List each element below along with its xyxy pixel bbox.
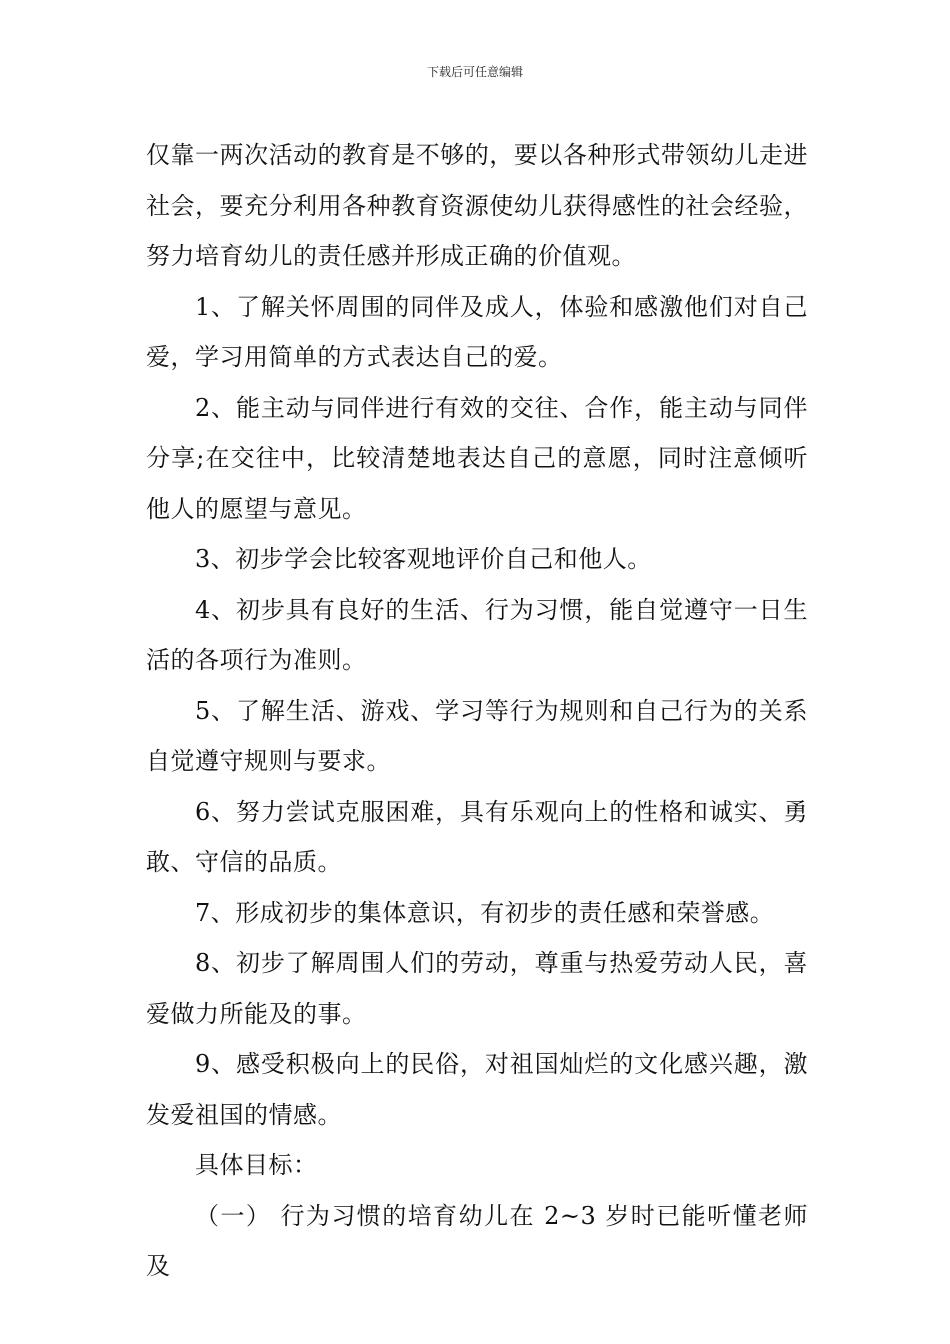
paragraph-intro: 仅靠一两次活动的教育是不够的，要以各种形式带领幼儿走进社会，要充分利用各种教育资源使幼儿获得感性的社会经验，努力培育幼儿的责任感并形成正确的价值观。 [146,141,808,270]
goal-item-6: 6、努力尝试克服困难，具有乐观向上的性格和诚实、勇敢、守信的品质。 [146,797,808,876]
goal-item-2: 2、能主动与同伴进行有效的交往、合作，能主动与同伴分享;在交往中，比较清楚地表达自己的意愿，同时注意倾听他人的愿望与意见。 [146,393,808,523]
document-body [146,130,808,1292]
page-header-note: 下载后可任意编辑 [426,65,523,79]
goal-item-5: 5、了解生活、游戏、学习等行为规则和自己行为的关系自觉遵守规则与要求。 [146,696,808,775]
goal-item-7: 7、形成初步的集体意识，有初步的责任感和荣誉感。 [195,898,775,927]
goal-item-3: 3、初步学会比较客观地评价自己和他人。 [195,545,652,573]
goal-item-9: 9、感受积极向上的民俗，对祖国灿烂的文化感兴趣，激发爱祖国的情感。 [146,1050,808,1129]
subsection-behavior-habits: （一） 行为习惯的培育幼儿在 2~3 岁时已能听懂老师及 [146,1201,808,1280]
goal-item-4: 4、初步具有良好的生活、行为习惯，能自觉遵守一日生活的各项行为准则。 [146,595,808,674]
goal-item-8: 8、初步了解周围人们的劳动，尊重与热爱劳动人民，喜爱做力所能及的事。 [146,949,808,1028]
goal-item-1: 1、了解关怀周围的同伴及成人，体验和感激他们对自己爱，学习用简单的方式表达自己的爱。 [146,292,808,371]
section-heading-specific-goals: 具体目标： [195,1151,318,1179]
